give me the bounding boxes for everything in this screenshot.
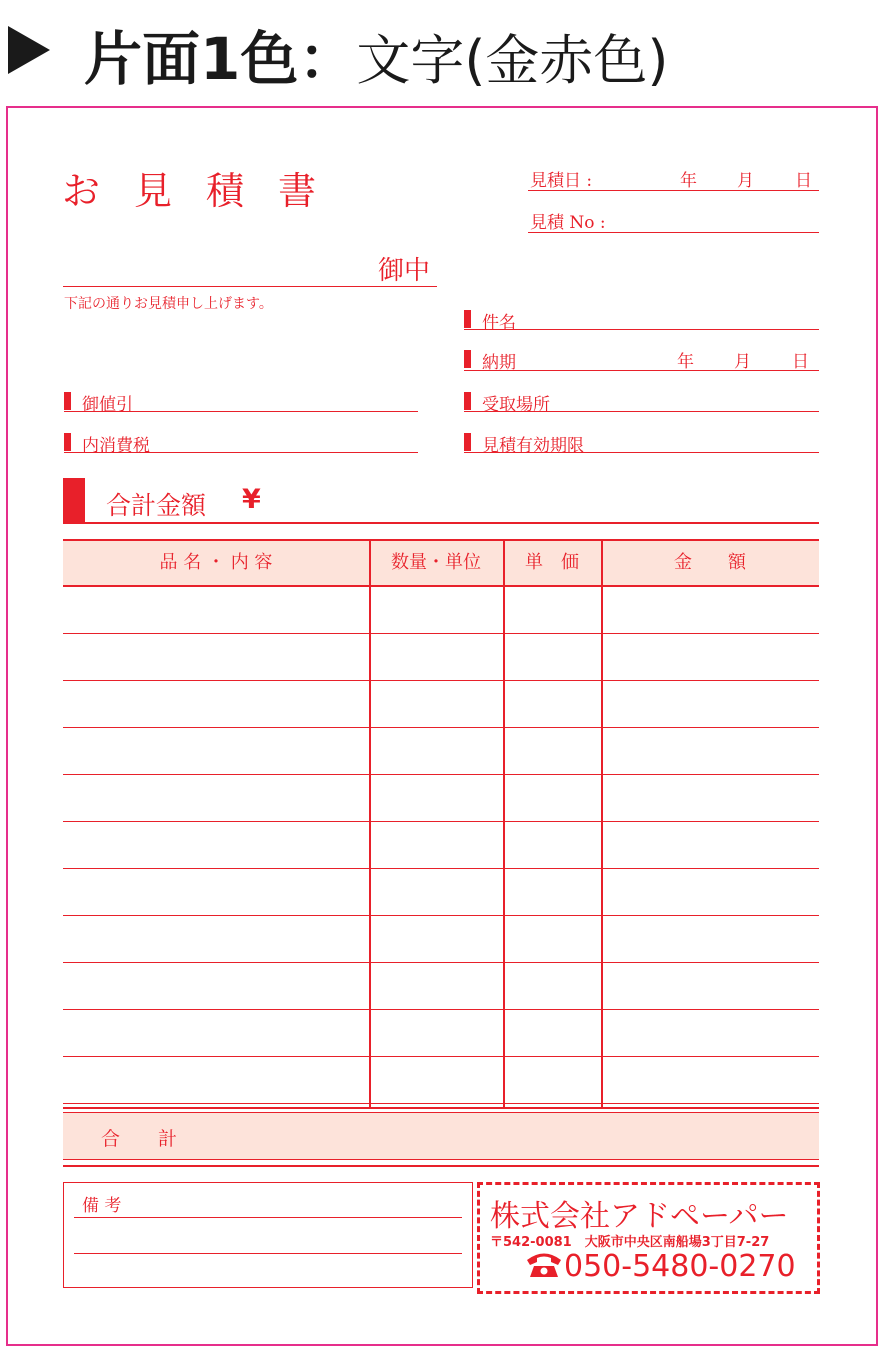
- telephone-icon: [524, 1249, 564, 1279]
- onchu-label: 御中: [378, 256, 431, 286]
- total-row-bottom-line: [63, 1165, 819, 1167]
- total-amount-label: 合計金額: [106, 491, 207, 520]
- estimate-date-line: [528, 190, 819, 191]
- table-row: [63, 775, 819, 822]
- field-kenmei-label: 件名: [482, 313, 516, 333]
- total-amount-line: [63, 522, 819, 524]
- company-box: [477, 1182, 820, 1294]
- field-nebiki-label: 御値引: [82, 395, 133, 415]
- column-header-unit-price: 単 価: [525, 552, 579, 573]
- estimate-no-line: [528, 232, 819, 233]
- field-marker: [464, 350, 471, 368]
- field-marker: [464, 433, 471, 451]
- field-uketori-label: 受取場所: [482, 395, 550, 415]
- field-nouki-label: 納期: [482, 353, 516, 373]
- estimate-date-day: 日: [795, 171, 812, 191]
- recipient-line: [63, 286, 437, 287]
- field-shohizei-line: [64, 452, 418, 453]
- field-marker: [64, 392, 71, 410]
- column-divider: [503, 539, 505, 1107]
- field-marker: [464, 310, 471, 328]
- table-row: [63, 634, 819, 681]
- page-header: [0, 0, 886, 100]
- remarks-line: [74, 1217, 462, 1218]
- field-marker: [64, 433, 71, 451]
- column-divider: [369, 539, 371, 1107]
- field-uketori-line: [464, 411, 819, 412]
- field-marker: [464, 392, 471, 410]
- field-nebiki-line: [64, 411, 418, 412]
- intro-text: 下記の通りお見積申し上げます。: [64, 296, 273, 312]
- field-nouki-line: [464, 370, 819, 371]
- page-title-main: 片面1色：: [84, 25, 357, 93]
- column-header-quantity: 数量・単位: [391, 552, 481, 573]
- table-row: [63, 822, 819, 869]
- remarks-line: [74, 1253, 462, 1254]
- table-row: [63, 869, 819, 916]
- company-phone: 050-5480-0270: [564, 1249, 796, 1284]
- estimate-date-year: 年: [680, 171, 697, 191]
- field-yukokigen-line: [464, 452, 819, 453]
- total-row: [63, 1107, 819, 1167]
- field-nouki-year: 年: [677, 352, 694, 372]
- table-row: [63, 587, 819, 634]
- column-divider: [601, 539, 603, 1107]
- estimate-date-label: 見積日 :: [530, 171, 593, 191]
- company-name: 株式会社アドペーパー: [490, 1199, 789, 1234]
- items-table: [63, 539, 819, 1107]
- table-row: [63, 963, 819, 1010]
- field-nouki-month: 月: [734, 352, 751, 372]
- field-nouki-day: 日: [792, 352, 809, 372]
- estimate-no-label: 見積 No :: [530, 213, 606, 233]
- table-row: [63, 1010, 819, 1057]
- field-yukokigen-label: 見積有効期限: [482, 436, 584, 456]
- total-row-top-line: [63, 1107, 819, 1109]
- field-shohizei-label: 内消費税: [82, 436, 150, 456]
- total-amount-marker: [63, 478, 85, 523]
- remarks-label: 備 考: [82, 1196, 122, 1216]
- company-phone-row: [524, 1249, 796, 1284]
- estimate-date-month: 月: [737, 171, 754, 191]
- table-row: [63, 1057, 819, 1104]
- total-label: 合 計: [101, 1128, 178, 1150]
- table-row: [63, 916, 819, 963]
- table-row: [63, 728, 819, 775]
- page-title: [84, 12, 669, 96]
- document-title: お見積書: [62, 169, 351, 213]
- page-title-sub: 文字(金赤色): [356, 29, 669, 92]
- yen-symbol: ¥: [242, 484, 261, 515]
- column-header-item: 品 名 ・ 内 容: [159, 552, 273, 573]
- column-header-amount: 金 額: [674, 552, 746, 573]
- company-address: 〒542-0081 大阪市中央区南船場3丁目7-27: [490, 1235, 770, 1250]
- field-kenmei-line: [464, 329, 819, 330]
- remarks-box: [63, 1182, 473, 1288]
- table-header: [63, 539, 819, 587]
- table-row: [63, 681, 819, 728]
- triangle-bullet-icon: [8, 26, 50, 74]
